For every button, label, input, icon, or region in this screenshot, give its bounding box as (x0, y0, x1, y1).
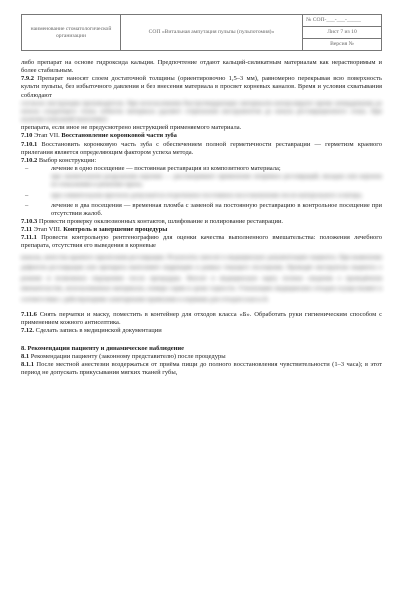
document-number: № СОП-___-___-_____ (303, 15, 382, 27)
paragraph-7-11-6: 7.11.6 Снять перчатки и маску, поместить в контейнер для отходов класса «Б». Обработать руки гигиеническим способом с применением кожного антисептика. (21, 311, 382, 327)
paragraph-7-10-3: 7.10.3 Провести проверку окклюзионных контактов, шлифование и полирование реставрации. (21, 217, 284, 225)
list-item: – лечение в одно посещение — постоянная реставрация из композитного материала; (25, 165, 281, 173)
section-heading-7-10: 7.10 Этап VII. Восстановление коронковой части зуба (21, 132, 177, 140)
clause-number: 7.9.2 (21, 75, 34, 83)
paragraph-intro: либо препарат на основе гидроксида кальция. Предпочтение отдают кальций-силикатным материалам как нерастворимым и более стабильным. (21, 59, 382, 75)
document-title: СОП «Витальная ампутация пульпы (пульпотомия)» (121, 15, 303, 51)
list-item: – лечение в два посещения — временная пломба с заменой на постоянную реставрацию в контрольное посещение при отсутствии жалоб. (25, 201, 382, 217)
paragraph-7-10-1: 7.10.1 Восстановить коронковую часть зуба с обеспечением полной герметичности реставрации — герметизм краевого прилегания является определяющим фактором успеха метода. (21, 140, 382, 156)
blurred-text-block: согласно инструкции производителя. При использовании быстротвердеющих материалов контролируют время затвердевания до начала следующего этапа; избыток материала удаляют стерильным инструментом до начала реставрационного этапа. При наличии показаний выполняют (21, 99, 382, 124)
paragraph-7-10-2: 7.10.2 Выбор конструкции: (21, 156, 97, 164)
version-label: Версия № (303, 39, 382, 51)
organization-name: наименование стоматологической организации (22, 15, 121, 51)
paragraph-7-12: 7.12. Сделать запись в медицинской документации (21, 327, 162, 335)
list-item-blurred: при значительном разрушении коронки — рассматривают применение непрямых реставраций, вкладок или коронок по показаниям и решению врача; (51, 173, 382, 189)
sheet-counter: Лист 7 из 10 (303, 27, 382, 39)
paragraph-after-blur: препарата, если иное не предусмотрено инструкцией применяемого материала. (21, 124, 242, 132)
paragraph-8-1: 8.1 Рекомендации пациенту (законному представителю) после процедуры (21, 352, 226, 360)
list-item-blurred: – при сомнительном прогнозе допускается отсроченное постоянное восстановление после контрольного осмотра; (25, 191, 363, 199)
paragraph-7-11-1: 7.11.1 Провести контрольную рентгенографию для оценки качества выполненного вмешательства: положения лечебного препарата, отсутствия его выведения в корневые (21, 234, 382, 250)
section-heading-8: 8. Рекомендации пациенту и динамическое наблюдение (21, 344, 184, 352)
construction-list (21, 165, 382, 218)
paragraph-8-1-1: 8.1.1 После местной анестезии воздержаться от приёма пищи до полного восстановления чувствительности (1–3 часа); в этот период не допускать прикусывания мягких тканей губы, (21, 360, 382, 377)
blurred-text-block: каналы, качества краевого прилегания реставрации. Результаты заносят в медицинскую документацию пациента. При выявлении дефектов реставрации или препарата выполняют коррекцию в рамках текущего посещения. Проводят инструктаж пациента о режиме и возможных ощущениях после процедуры. Вносят в медицинскую карту полные сведения о проведённом вмешательстве, использованных материалах, номере серии и сроке годности. Утилизацию медицинских отходов осуществляют в соответствии с действующими санитарными правилами и нормами для отходов класса Б. (21, 253, 382, 303)
document-body (21, 59, 382, 377)
paragraph-7-9-2: 7.9.2 Препарат наносят слоем достаточной толщины (ориентировочно 1,5–3 мм), равномерно перекрывая всю поверхность культи пульпы, без избыточного давления и без внесения материала в просвет корневых каналов. Время и условия схватывания соблюдают (21, 75, 382, 99)
document-header (21, 14, 382, 51)
section-heading-7-11: 7.11 Этап VIII. Контроль и завершение процедуры (21, 226, 168, 234)
